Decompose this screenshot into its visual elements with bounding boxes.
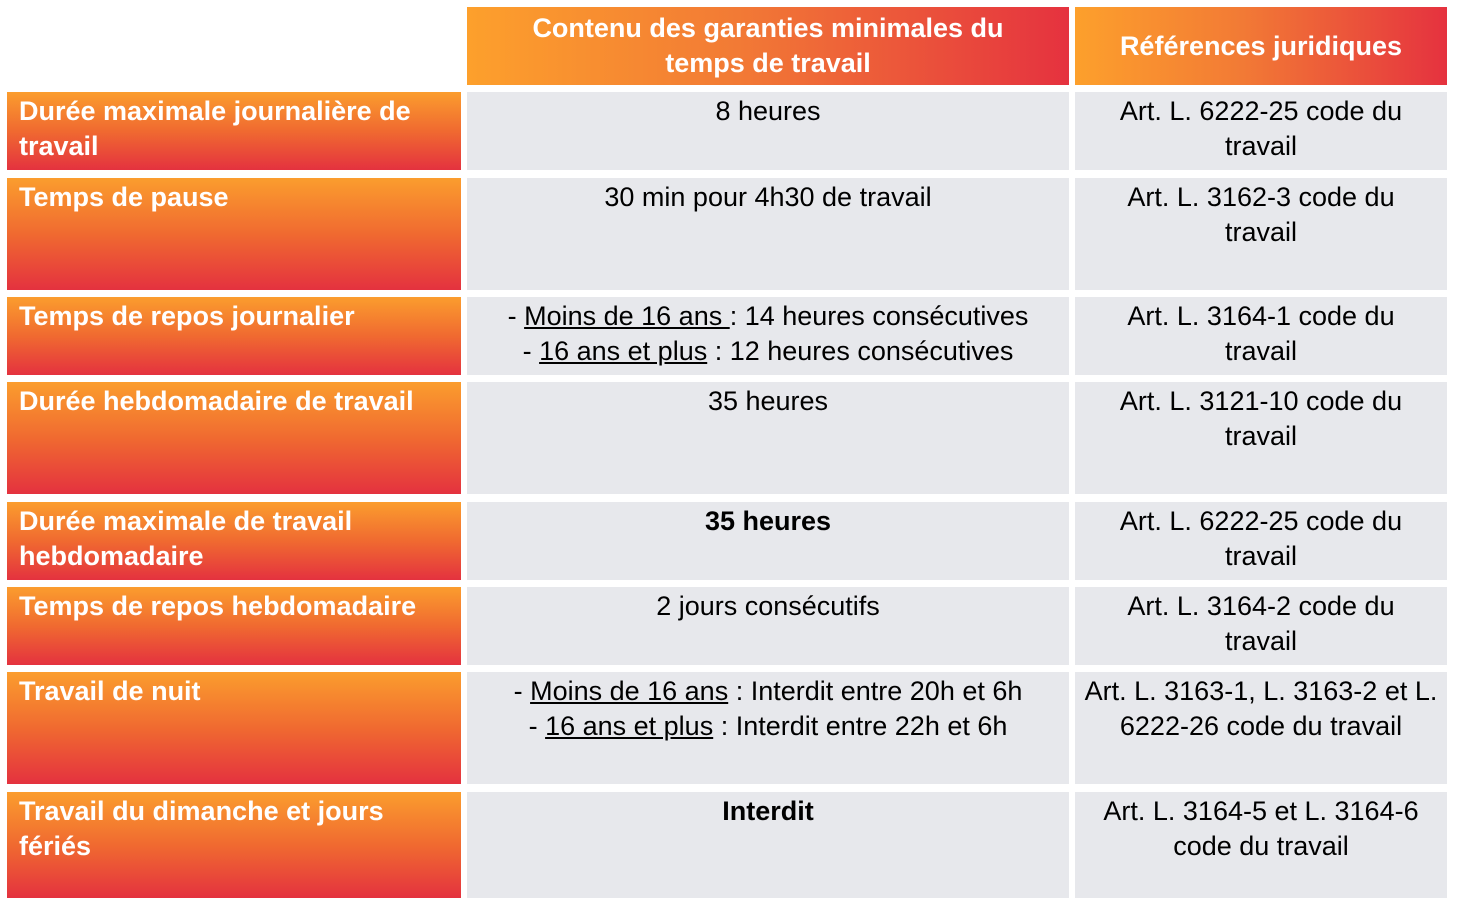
header-content-title: Contenu des garanties minimales du temps de travail [532, 13, 1004, 78]
row-content-dimanche-feries [467, 792, 1069, 898]
row-reference-text: Art. L. 6222-25 code du travail [1119, 96, 1403, 161]
row-reference-text: Art. L. 3164-2 code du travail [1127, 591, 1395, 656]
row-content-text: 30 min pour 4h30 de travail [604, 182, 932, 212]
row-content-text: 35 heures [707, 386, 829, 416]
age-group-label: Moins de 16 ans [530, 676, 729, 706]
row-reference-text: Art. L. 6222-25 code du travail [1119, 506, 1403, 571]
row-reference-text: Art. L. 3162-3 code du travail [1127, 182, 1395, 247]
row-reference-text: Art. L. 3163-1, L. 3163-2 et L. 6222-26 code du travail [1084, 676, 1438, 741]
row-label-text: Durée hebdomadaire de travail [19, 386, 414, 416]
content-line: - 16 ans et plus : 12 heures consécutives [522, 336, 1014, 366]
row-label-text: Temps de pause [19, 182, 229, 212]
row-content-text: Interdit [722, 796, 814, 826]
row-label-repos-journalier [7, 297, 461, 375]
row-label-text: Durée maximale journalière de travail [19, 96, 411, 161]
row-label-repos-hebdomadaire [7, 587, 461, 665]
row-content-duree-max-hebdomadaire [467, 502, 1069, 580]
age-group-label: 16 ans et plus [545, 711, 714, 741]
row-reference-text: Art. L. 3164-5 et L. 3164-6 code du travail [1103, 796, 1419, 861]
age-group-label: 16 ans et plus [539, 336, 708, 366]
row-reference-temps-pause [1075, 178, 1447, 290]
row-label-duree-hebdomadaire [7, 382, 461, 494]
row-label-temps-pause [7, 178, 461, 290]
row-label-duree-max-hebdomadaire [7, 502, 461, 580]
age-group-label: Moins de 16 ans [524, 301, 730, 331]
row-label-text: Durée maximale de travail hebdomadaire [19, 506, 353, 571]
content-line: - 16 ans et plus : Interdit entre 22h et 6h [528, 711, 1008, 741]
row-label-text: Travail de nuit [19, 676, 201, 706]
row-reference-repos-hebdomadaire [1075, 587, 1447, 665]
row-reference-dimanche-feries [1075, 792, 1447, 898]
header-references-column [1075, 7, 1447, 85]
row-content-duree-hebdomadaire [467, 382, 1069, 494]
row-content-repos-journalier [467, 297, 1069, 375]
row-label-text: Temps de repos journalier [19, 301, 355, 331]
header-content-column [467, 7, 1069, 85]
row-content-repos-hebdomadaire [467, 587, 1069, 665]
row-content-travail-nuit [467, 672, 1069, 784]
row-reference-repos-journalier [1075, 297, 1447, 375]
row-reference-travail-nuit [1075, 672, 1447, 784]
row-reference-duree-max-journaliere [1075, 92, 1447, 170]
content-line: - Moins de 16 ans : Interdit entre 20h et 6h [513, 676, 1023, 706]
row-reference-text: Art. L. 3164-1 code du travail [1127, 301, 1395, 366]
row-content-temps-pause [467, 178, 1069, 290]
row-reference-duree-max-hebdomadaire [1075, 502, 1447, 580]
header-references-title: Références juridiques [1119, 30, 1403, 61]
row-label-duree-max-journaliere [7, 92, 461, 170]
row-label-text: Temps de repos hebdomadaire [19, 591, 417, 621]
row-content-text: 2 jours consécutifs [656, 591, 880, 621]
row-content-duree-max-journaliere [467, 92, 1069, 170]
row-label-dimanche-feries [7, 792, 461, 898]
row-content-text: 8 heures [715, 96, 821, 126]
row-content-text: 35 heures [704, 506, 832, 536]
row-reference-duree-hebdomadaire [1075, 382, 1447, 494]
content-line: - Moins de 16 ans : 14 heures consécutives [507, 301, 1029, 331]
row-label-text: Travail du dimanche et jours fériés [19, 796, 384, 861]
row-reference-text: Art. L. 3121-10 code du travail [1119, 386, 1403, 451]
row-label-travail-nuit [7, 672, 461, 784]
